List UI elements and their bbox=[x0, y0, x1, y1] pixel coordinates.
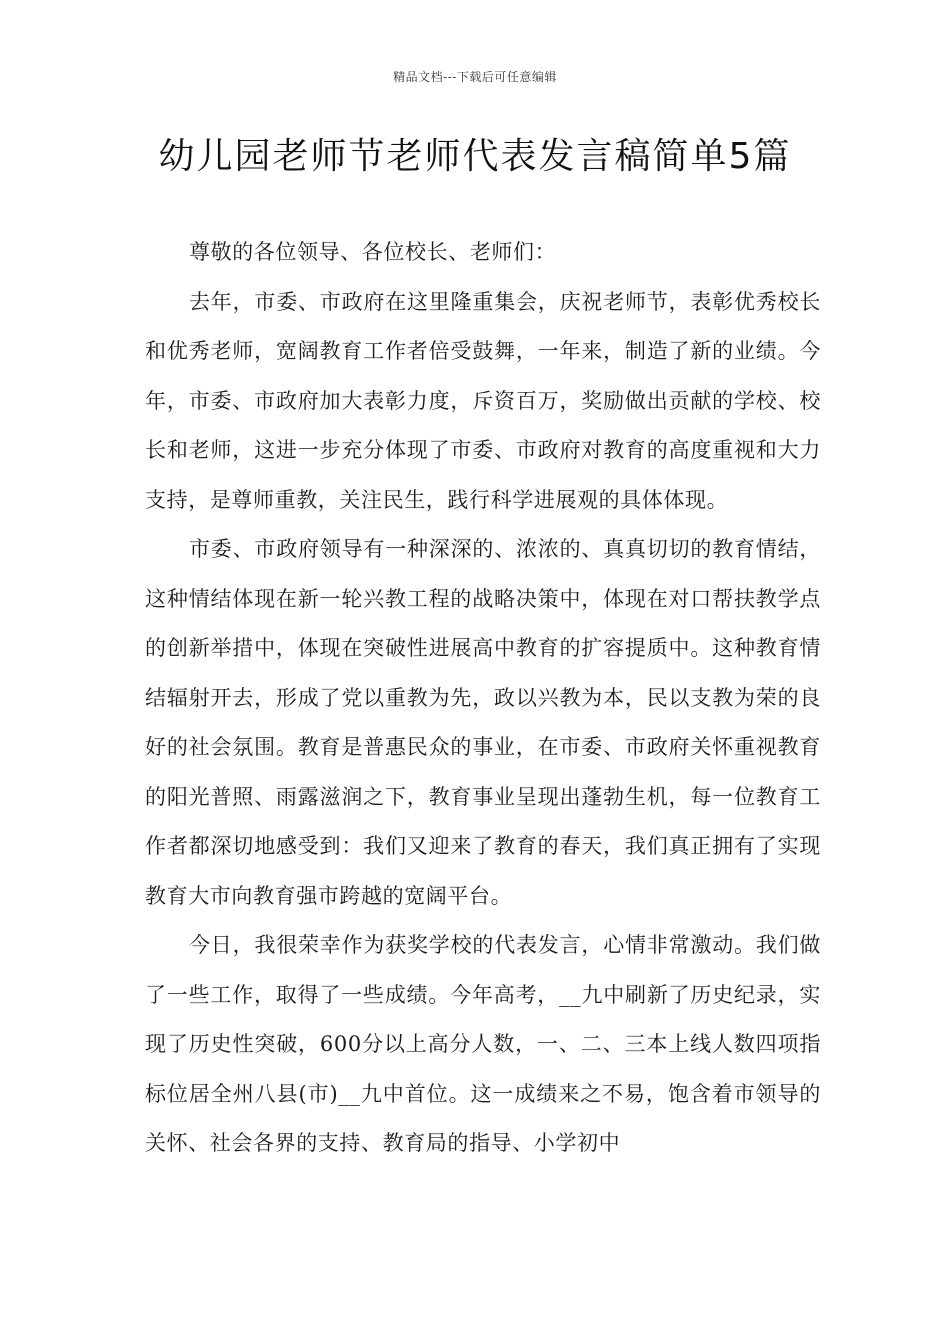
header-note: 精品文档---下载后可任意编辑 bbox=[393, 70, 557, 84]
document-title: 幼儿园老师节老师代表发言稿简单5篇 bbox=[158, 136, 792, 177]
body-paragraph: 去年，市委、市政府在这里隆重集会，庆祝老师节，表彰优秀校长和优秀老师，宽阔教育工作者倍受鼓舞，一年来，制造了新的业绩。今年，市委、市政府加大表彰力度，斥资百万，奖励做出贡献的学校、校长和老师，这进一步充分体现了市委、市政府对教育的高度重视和大力支持，是尊师重教，关注民生，践行科学进展观的具体体现。 bbox=[145, 289, 821, 512]
greeting-paragraph: 尊敬的各位领导、各位校长、老师们： bbox=[189, 240, 557, 264]
body-paragraph: 市委、市政府领导有一种深深的、浓浓的、真真切切的教育情结，这种情结体现在新一轮兴教工程的战略决策中，体现在对口帮扶教学点的创新举措中，体现在突破性进展高中教育的扩容提质中。这种教育情结辐射开去，形成了党以重教为先，政以兴教为本，民以支教为荣的良好的社会氛围。教育是普惠民众的事业，在市委、市政府关怀重视教育的阳光普照、雨露滋润之下，教育事业呈现出蓬勃生机，每一位教育工作者都深切地感受到：我们又迎来了教育的春天，我们真正拥有了实现教育大市向教育强市跨越的宽阔平台。 bbox=[145, 537, 821, 908]
document-body bbox=[145, 228, 821, 1169]
body-paragraph: 今日，我很荣幸作为获奖学校的代表发言，心情非常激动。我们做了一些工作，取得了一些成绩。今年高考，__九中刷新了历史纪录，实现了历史性突破，600分以上高分人数，一、二、三本上线人数四项指标位居全州八县(市)__九中首位。这一成绩来之不易，饱含着市领导的关怀、社会各界的支持、教育局的指导、小学初中 bbox=[145, 933, 821, 1155]
